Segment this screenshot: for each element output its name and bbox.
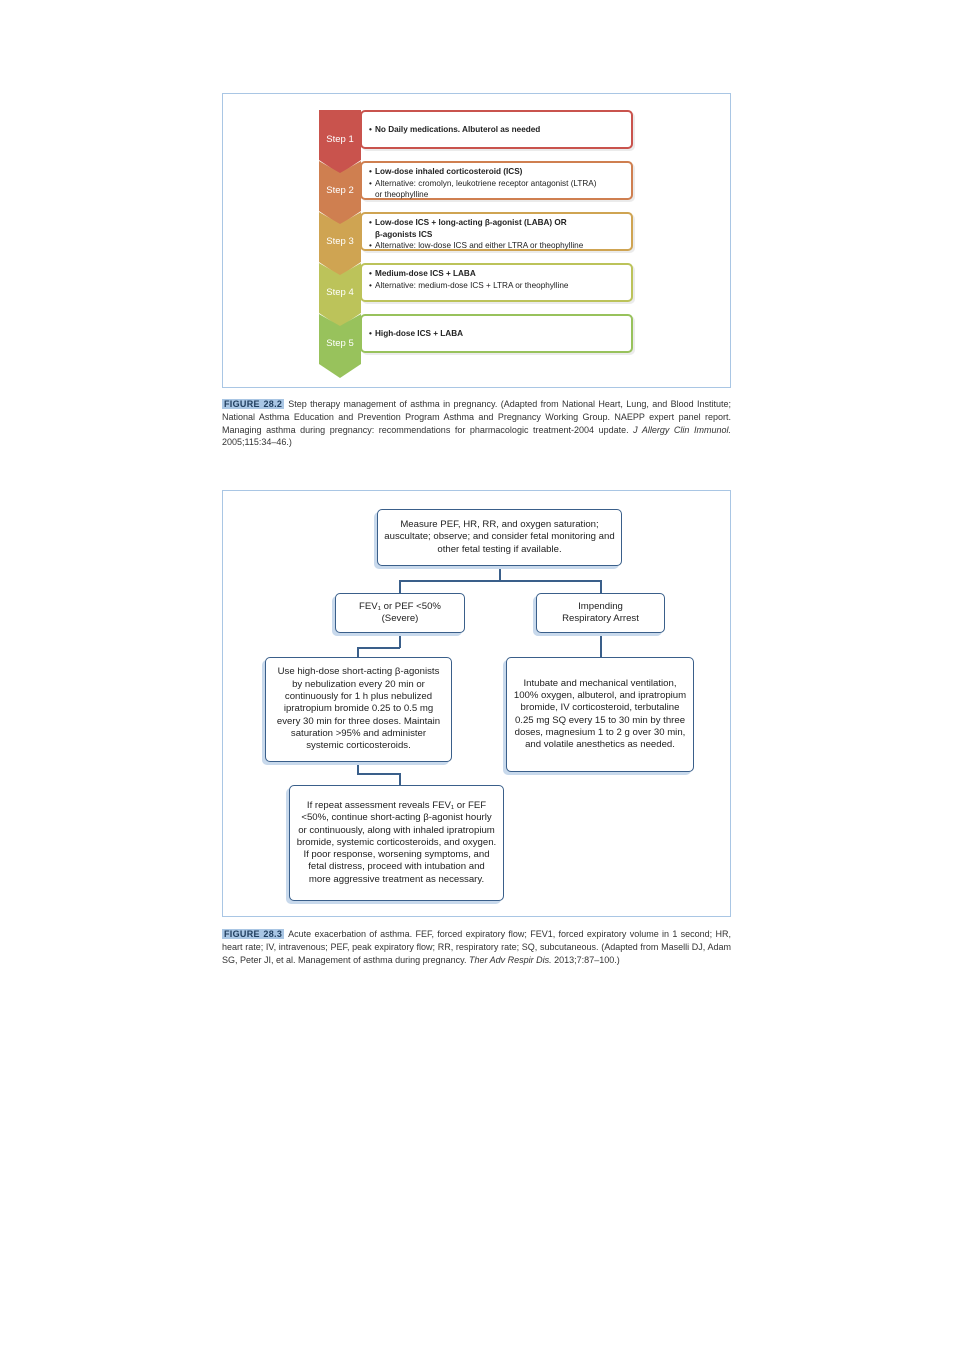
step-item: • Alternative: low-dose ICS and either LTRA or theophylline [369, 240, 631, 252]
step-box [360, 263, 633, 302]
figure-28-2-frame [222, 93, 731, 388]
step-label: Step 5 [326, 338, 354, 349]
treat-arrest-text: Intubate and mechanical ventilation, 100% oxygen, albuterol, and ipratropium bromide, IV corticosteroid, terbutaline 0.25 mg SQ every 15 to 30 min by three doses, magnesium 1 to 2 g over 30 min, and volatile anesthetics as needed. [513, 677, 687, 751]
step-item: • Medium-dose ICS + LABA [369, 268, 631, 280]
caption-tail: 2005;115:34–46.) [222, 437, 292, 448]
treat-severe-text: Use high-dose short-acting β-agonists by nebulization every 20 min or continuously for 1 h plus nebulized ipratropium bromide 0.25 to 0.5 mg every 30 min for three doses. Maintain saturation >95% and administer systemic corticosteroids. [276, 666, 441, 752]
severe-text: FEV₁ or PEF <50% (Severe) [359, 600, 441, 624]
figure-28-2-caption [222, 398, 731, 449]
connector [499, 565, 501, 581]
measure-node [377, 509, 622, 566]
severe-node [335, 593, 465, 633]
step-items [362, 112, 631, 136]
step-items [362, 214, 631, 252]
figure-tag: FIGURE 28.2 [224, 399, 283, 409]
step-chevron [319, 314, 364, 380]
measure-text: Measure PEF, HR, RR, and oxygen saturation; auscultate; observe; and consider fetal monitoring and other fetal testing if available. [384, 519, 615, 555]
repeat-text: If repeat assessment reveals FEV₁ or FEF <50%, continue short-acting β-agonist hourly or continuously, along with inhaled ipratropium bromide, systemic corticosteroids, and oxygen. If poor response, worsening symptoms, and fetal distress, proceed with intubation and more aggressive treatment as necessary. [296, 799, 497, 885]
treat-arrest-node [506, 657, 694, 772]
connector [357, 773, 400, 775]
caption-tail: 2013;7:87–100.) [551, 954, 620, 965]
arrest-text: Impending Respiratory Arrest [562, 600, 639, 624]
step-label: Step 1 [326, 134, 354, 145]
step-items [362, 316, 631, 340]
connector [357, 647, 400, 649]
treat-severe-node [265, 657, 452, 762]
connector [399, 580, 601, 582]
step-item: β-agonists ICS [375, 229, 433, 239]
step-label: Step 4 [326, 287, 354, 298]
step-item: • Alternative: cromolyn, leukotriene receptor antagonist (LTRA) [369, 178, 631, 190]
connector [600, 580, 602, 594]
caption-text: Step therapy management of asthma in pregnancy. (Adapted from National Heart, Lung, and Blood Institute; National Asthma Education and Prevention Program Asthma and Pregnancy Working Group. NAEPP expert panel report. Managing asthma during pregnancy: recommendations for pharmacologic treatment-2004 update. [222, 399, 731, 435]
connector [399, 580, 401, 594]
connector [600, 632, 602, 658]
figure-28-3-caption [222, 928, 731, 966]
step-item: • Low-dose ICS + long-acting β-agonist (LABA) OR [369, 217, 631, 229]
step-item: • Alternative: medium-dose ICS + LTRA or theophylline [369, 280, 631, 292]
step-box [360, 110, 633, 149]
figure-tag: FIGURE 28.3 [224, 929, 283, 939]
step-item: • Low-dose inhaled corticosteroid (ICS) [369, 166, 631, 178]
step-box [360, 212, 633, 251]
caption-text: Acute exacerbation of asthma. FEF, forced expiratory flow; FEV1, forced expiratory volume in 1 second; HR, heart rate; IV, intravenous; PEF, peak expiratory flow; RR, respiratory rate; SQ, subcutaneous. (Adapted from Maselli DJ, Adam SG, Peter JI, et al. Management of asthma during pregnancy. [222, 929, 731, 965]
arrest-node [536, 593, 665, 633]
figure-28-3-frame [222, 490, 731, 917]
caption-citation: Ther Adv Respir Dis. [468, 954, 552, 965]
step-box [360, 161, 633, 200]
step-item: or theophylline [375, 190, 429, 200]
step-label: Step 3 [326, 236, 354, 247]
step-label: Step 2 [326, 185, 354, 196]
step-item: • High-dose ICS + LABA [369, 328, 631, 340]
step-items [362, 265, 631, 291]
caption-citation: J Allergy Clin Immunol. [633, 424, 731, 435]
step-item: • No Daily medications. Albuterol as needed [369, 124, 631, 136]
connector [399, 632, 401, 648]
repeat-node [289, 785, 504, 901]
step-box [360, 314, 633, 353]
step-items [362, 163, 631, 201]
